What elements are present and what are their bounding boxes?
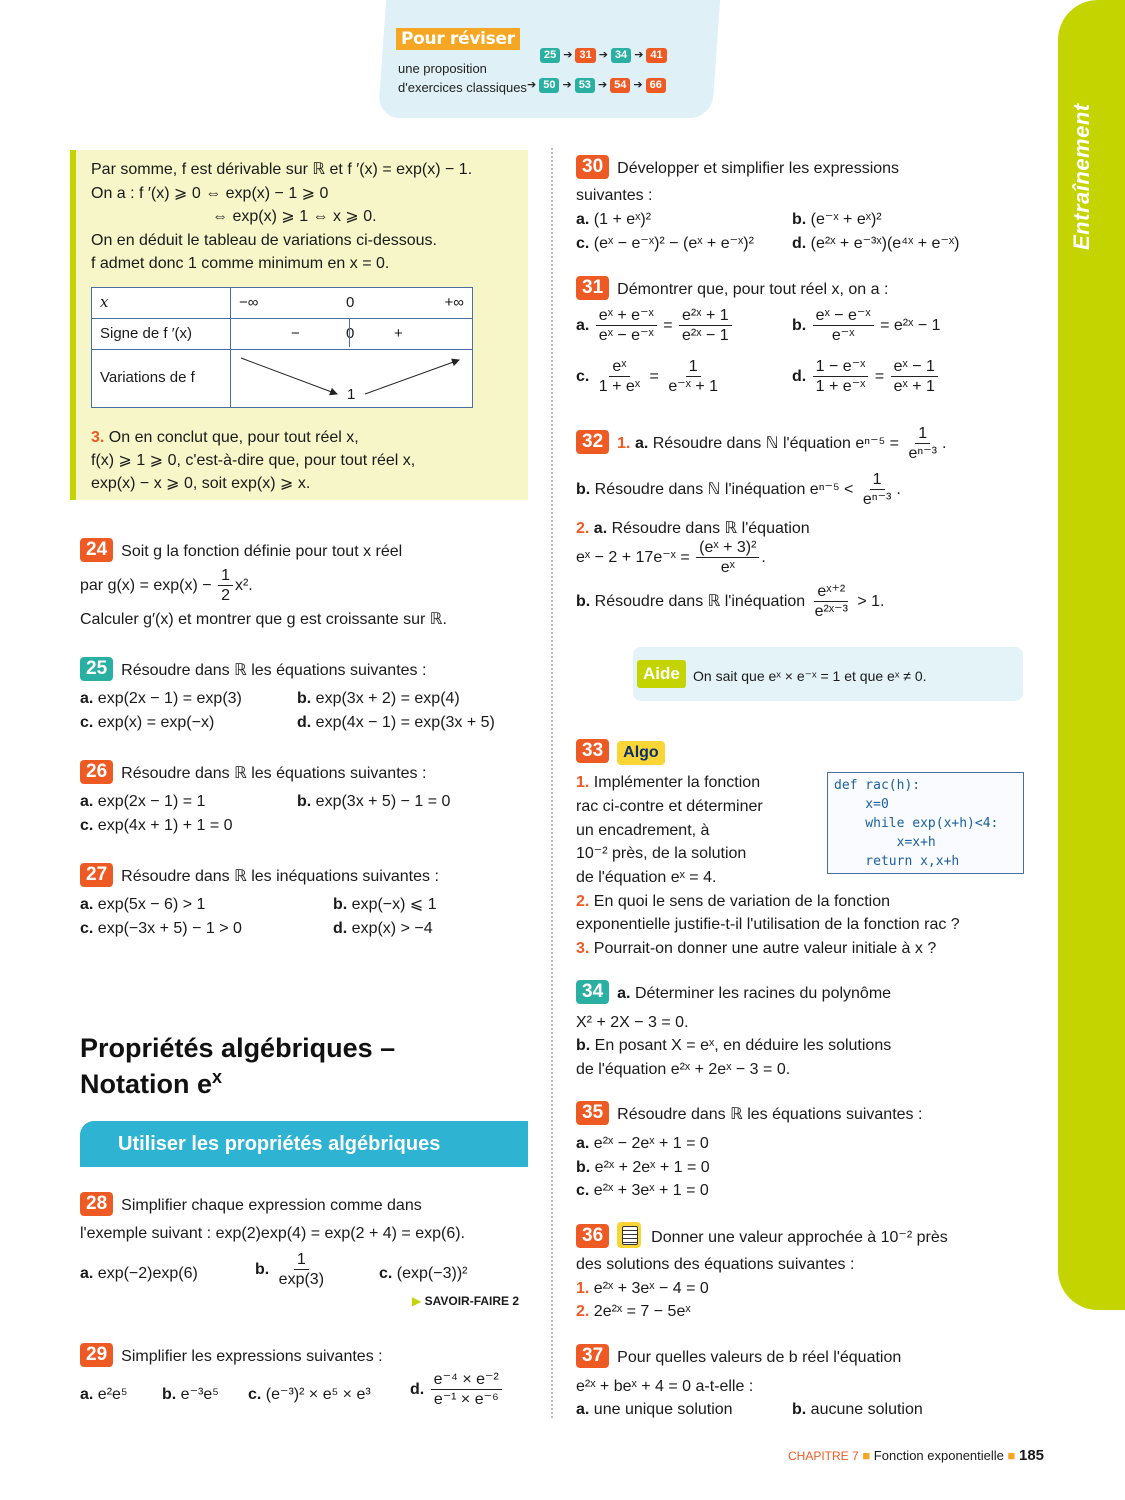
ex31-d: d. $\frac{\text{1 − e⁻ˣ}}{\text{1 + e⁻ˣ}}$ = $\frac{\text{eˣ − 1}}{\text{eˣ + 1}}$ (792, 357, 940, 396)
ex33-l6: 2. En quoi le sens de variation de la fonction (576, 893, 890, 910)
ex36-intro: 36 Donner une valeur approchée à 10⁻² près (576, 1222, 948, 1249)
revise-chip[interactable]: 25 (540, 48, 560, 63)
ex30-a: a. (1 + eˣ)² (576, 211, 652, 228)
exercise-number[interactable]: 26 (80, 760, 113, 784)
ex30-d: d. (e²ˣ + e⁻³ˣ)(e⁴ˣ + e⁻ˣ) (792, 235, 960, 252)
table-var-label: Variations de f (92, 349, 231, 407)
ex26-a: a. exp(2x − 1) = 1 (80, 793, 206, 810)
ex36-b: 2. 2e²ˣ = 7 − 5eˣ (576, 1303, 691, 1320)
footer-title: Fonction exponentielle (873, 1448, 1004, 1463)
ex24-line-2: par g(x) = exp(x) − $\frac{1}{2}$ x². (80, 567, 253, 605)
exercise-number[interactable]: 28 (80, 1192, 113, 1216)
table-sign-values: − 0 + (231, 318, 473, 349)
ex28-line-2: l'exemple suivant : exp(2)exp(4) = exp(2 + 4) = exp(6). (80, 1225, 466, 1242)
solution-p3-line-1: 3. On en conclut que, pour tout réel x, (91, 429, 359, 446)
side-tab-label: Entraînement (1069, 103, 1094, 250)
ex29-b: b. e⁻³e⁵ (162, 1386, 219, 1403)
exercise-number[interactable]: 35 (576, 1101, 609, 1125)
revise-row-1 (540, 48, 667, 64)
ex29-c: c. (e⁻³)² × e⁵ × e³ (248, 1386, 371, 1403)
ex28-intro: 28 Simplifier chaque expression comme dans (80, 1192, 422, 1217)
ex28-c: c. (exp(−3))² (379, 1265, 468, 1282)
solution-p3-line-2: f(x) ⩾ 1 ⩾ 0, c'est-à-dire que, pour tout réel x, (91, 452, 416, 469)
aide-tag: Aide (637, 660, 686, 688)
play-icon: ▶ (412, 1294, 422, 1308)
code-line: x=x+h (834, 835, 936, 850)
ex26-b: b. exp(3x + 5) − 1 = 0 (297, 793, 451, 810)
ex28-a: a. exp(−2)exp(6) (80, 1265, 198, 1282)
code-line: x=0 (834, 797, 889, 812)
ex30-b: b. (e⁻ˣ + eˣ)² (792, 211, 882, 228)
aide-text: On sait que eˣ × e⁻ˣ = 1 et que eˣ ≠ 0. (693, 668, 927, 684)
ex31-a: a. $\frac{\text{eˣ + e⁻ˣ}}{\text{eˣ − e⁻ˣ}}$ = $\frac{\text{e²ˣ + 1}}{\text{e²ˣ − 1}}$ (576, 306, 734, 345)
calculator-icon (617, 1222, 641, 1248)
arrow-icon: ➔ (562, 79, 572, 91)
ex28-b: b. $\frac{1}{\exp(3)}$ (255, 1251, 325, 1289)
solution-line-4: On en déduit le tableau de variations ci-dessous. (91, 232, 437, 249)
exercise-number[interactable]: 30 (576, 155, 609, 179)
ex37-b: b. aucune solution (792, 1401, 923, 1418)
revise-chip[interactable]: 34 (611, 48, 631, 63)
ex29-a: a. e²e⁵ (80, 1386, 128, 1403)
arrow-icon: ➔ (597, 79, 608, 91)
ex37-a: a. une unique solution (576, 1401, 733, 1418)
ex24-line-3: Calculer g′(x) et montrer que g est croissante sur ℝ. (80, 611, 447, 628)
code-line: def rac(h): (834, 778, 921, 793)
ex35-a: a. e²ˣ − 2eˣ + 1 = 0 (576, 1135, 709, 1152)
ex33-l8: 3. Pourrait-on donner une autre valeur initiale à x ? (576, 940, 937, 957)
ex33-l1: 1. Implémenter la fonction (576, 774, 761, 791)
ex25-b: b. exp(3x + 2) = exp(4) (297, 690, 460, 707)
ex32-1b: b. Résoudre dans ℕ l'inéquation eⁿ⁻⁵ < $\frac{1}{\text{eⁿ⁻³}}$ . (576, 471, 901, 509)
table-x-values: −∞ 0 +∞ (231, 288, 473, 319)
exercise-number[interactable]: 31 (576, 276, 609, 300)
ex37-l2: e²ˣ + beˣ + 4 = 0 a-t-elle : (576, 1378, 754, 1395)
code-block (827, 772, 1024, 874)
ex33-header (576, 739, 665, 765)
exercise-number[interactable]: 33 (576, 739, 609, 763)
ex32-2a: 2. a. Résoudre dans ℝ l'équation (576, 520, 810, 537)
ex34-l3: b. En posant X = eˣ, en déduire les solutions (576, 1037, 892, 1054)
ex35-intro: 35 Résoudre dans ℝ les équations suivantes : (576, 1101, 922, 1126)
ex31-intro: 31 Démontrer que, pour tout réel x, on a : (576, 276, 888, 301)
ex33-l2: rac ci-contre et déterminer (576, 798, 763, 815)
table-var-arrows: 1 (231, 349, 473, 407)
revise-chip[interactable]: 54 (610, 78, 630, 93)
ex36-a: 1. e²ˣ + 3eˣ − 4 = 0 (576, 1280, 709, 1297)
ex36-l2: des solutions des équations suivantes : (576, 1256, 855, 1273)
arrow-icon: ➔ (633, 79, 643, 91)
ex25-c: c. exp(x) = exp(−x) (80, 714, 215, 731)
ex24-intro: 24 Soit g la fonction définie pour tout x réel (80, 538, 402, 563)
revise-row-2 (527, 78, 666, 94)
ex27-b: b. exp(−x) ⩽ 1 (333, 896, 437, 913)
ex26-intro: 26 Résoudre dans ℝ les équations suivantes : (80, 760, 426, 785)
solution-line-5: f admet donc 1 comme minimum en x = 0. (91, 255, 390, 272)
revise-chip[interactable]: 31 (575, 48, 595, 63)
ex27-d: d. exp(x) > −4 (333, 920, 433, 937)
arrow-icon: ➔ (563, 49, 573, 61)
ex26-c: c. exp(4x + 1) + 1 = 0 (80, 817, 233, 834)
ex33-l5: de l'équation eˣ = 4. (576, 869, 717, 886)
ex29-intro: 29 Simplifier les expressions suivantes : (80, 1343, 383, 1368)
table-x-label: x (92, 288, 231, 319)
exercise-number[interactable]: 25 (80, 657, 113, 681)
exercise-number[interactable]: 32 (576, 430, 609, 454)
ex25-a: a. exp(2x − 1) = exp(3) (80, 690, 242, 707)
ex32-2b: b. Résoudre dans ℝ l'inéquation $\frac{\text{eˣ⁺²}}{\text{e²ˣ⁻³}}$ > 1. (576, 583, 885, 621)
ex27-c: c. exp(−3x + 5) − 1 > 0 (80, 920, 242, 937)
algo-tag: Algo (617, 741, 665, 765)
arrow-icon: ➔ (598, 49, 608, 61)
square-icon: ■ (1007, 1448, 1016, 1463)
section-band: Utiliser les propriétés algébriques (80, 1121, 528, 1167)
section-title: Propriétés algébriques – Notation $e^x$ (80, 1033, 396, 1099)
ex25-d: d. exp(4x − 1) = exp(3x + 5) (297, 714, 495, 731)
ex35-b: b. e²ˣ + 2eˣ + 1 = 0 (576, 1159, 710, 1176)
solution-line-3: ⇔ exp(x) ⩾ 1 ⇔ x ⩾ 0. (212, 208, 377, 225)
page-footer (788, 1445, 1044, 1467)
ex25-intro: 25 Résoudre dans ℝ les équations suivantes : (80, 657, 426, 682)
ex33-l4: 10⁻² près, de la solution (576, 845, 747, 862)
ex30-c: c. (eˣ − e⁻ˣ)² − (eˣ + e⁻ˣ)² (576, 235, 754, 252)
ex34-l4: de l'équation e²ˣ + 2eˣ − 3 = 0. (576, 1061, 791, 1078)
ex33-l3: un encadrement, à (576, 822, 710, 839)
ex37-intro: 37 Pour quelles valeurs de b réel l'équation (576, 1344, 901, 1369)
revise-chip[interactable]: 53 (575, 78, 595, 93)
solution-line-1: Par somme, f est dérivable sur ℝ et f ′(x) = exp(x) − 1. (91, 161, 473, 178)
code-line: return x,x+h (834, 854, 960, 869)
page-number: 185 (1019, 1447, 1045, 1464)
footer-chapter: CHAPITRE 7 (788, 1449, 859, 1463)
arrow-icon: ➔ (527, 79, 537, 91)
exercise-number[interactable]: 37 (576, 1344, 609, 1368)
ex30-intro: 30 Développer et simplifier les expressions (576, 155, 899, 180)
ex30-line-2: suivantes : (576, 187, 653, 204)
revise-title: Pour réviser (396, 28, 520, 50)
ex31-b: b. $\frac{\text{eˣ − e⁻ˣ}}{\text{e⁻ˣ}}$ = e²ˣ − 1 (792, 307, 941, 345)
solution-line-2: On a : f ′(x) ⩾ 0 ⇔ exp(x) − 1 ⩾ 0 (91, 185, 329, 202)
square-icon: ■ (862, 1448, 871, 1463)
ex35-c: c. e²ˣ + 3eˣ + 1 = 0 (576, 1182, 709, 1199)
ex32-1a: 32 1. a. Résoudre dans ℕ l'équation eⁿ⁻⁵ = $\frac{1}{\text{eⁿ⁻³}}$ . (576, 424, 946, 463)
code-line: while exp(x+h)<4: (834, 816, 999, 831)
ex27-a: a. exp(5x − 6) > 1 (80, 896, 206, 913)
exercise-number[interactable]: 29 (80, 1343, 113, 1367)
exercise-number[interactable]: 34 (576, 980, 609, 1004)
savoir-faire-link[interactable]: ▶ SAVOIR-FAIRE 2 (412, 1294, 520, 1308)
revise-chip[interactable]: 66 (646, 78, 666, 93)
ex34-l2: X² + 2X − 3 = 0. (576, 1014, 689, 1031)
exercise-number[interactable]: 27 (80, 863, 113, 887)
exercise-number[interactable]: 36 (576, 1224, 609, 1248)
arrow-icon: ➔ (634, 49, 644, 61)
ex34-intro: 34 a. Déterminer les racines du polynôme (576, 980, 891, 1005)
revise-sub2: d'exercices classiques (398, 80, 527, 95)
revise-sub1: une proposition (398, 61, 487, 76)
ex33-l7: exponentielle justifie-t-il l'utilisation de la fonction rac ? (576, 916, 960, 933)
variation-table (91, 287, 473, 408)
solution-p3-line-3: exp(x) − x ⩾ 0, soit exp(x) ⩾ x. (91, 475, 311, 492)
ex29-d: d. $\frac{\text{e⁻⁴ × e⁻²}}{\text{e⁻¹ × e⁻⁶}}$ (410, 1370, 504, 1409)
revise-chip[interactable]: 41 (646, 48, 666, 63)
table-sign-label: Signe de f ′(x) (92, 318, 231, 349)
ex31-c: c. $\frac{\text{eˣ}}{\text{1 + eˣ}}$ = $\frac{1}{\text{e⁻ˣ + 1}}$ (576, 358, 719, 396)
column-divider (551, 148, 553, 1418)
exercise-number[interactable]: 24 (80, 538, 113, 562)
revise-chip[interactable]: 50 (539, 78, 559, 93)
ex32-2a-eq: eˣ − 2 + 17e⁻ˣ = $\frac{\text{(eˣ + 3)²}}{\text{eˣ}}$ . (576, 539, 766, 577)
ex27-intro: 27 Résoudre dans ℝ les inéquations suivantes : (80, 863, 439, 888)
